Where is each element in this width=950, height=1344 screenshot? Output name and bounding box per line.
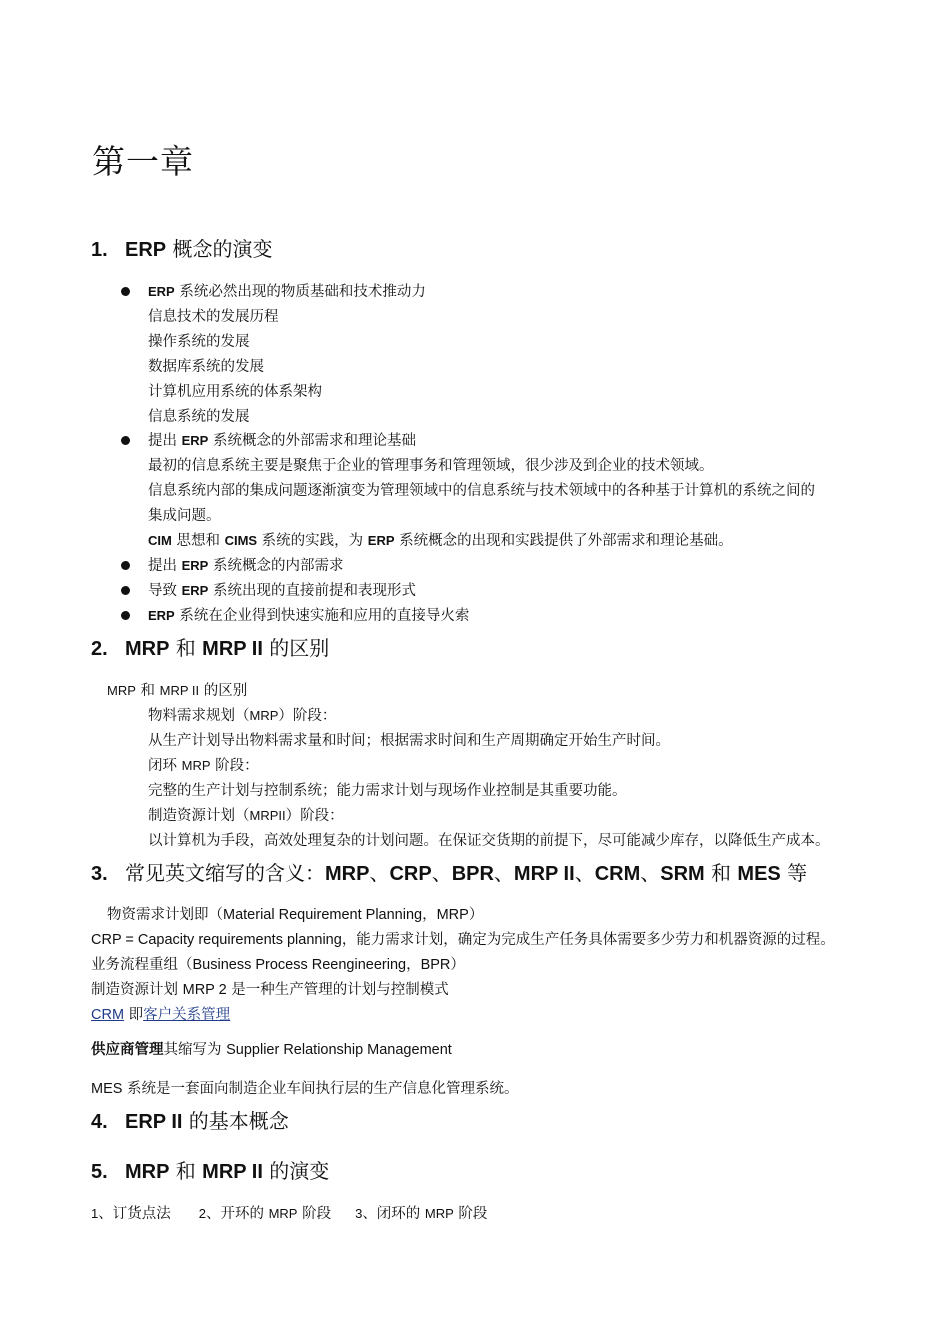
- heading-text: CRP: [389, 863, 432, 885]
- text: 制造资源计划（: [148, 808, 250, 824]
- text: 系统概念的出现和实践提供了外部需求和理论基础。: [394, 533, 733, 549]
- paragraph: [91, 956, 465, 974]
- text: MRP: [249, 708, 279, 723]
- heading-text: MRP II: [202, 638, 263, 660]
- heading-text: 等: [780, 861, 808, 885]
- list-item: [148, 582, 416, 600]
- paragraph: 完整的生产计划与控制系统；能力需求计划与现场作业控制是其重要功能。: [148, 783, 627, 799]
- text: MES: [91, 1081, 123, 1097]
- text: 系统概念的外部需求和理论基础: [208, 433, 416, 449]
- text: 系统出现的直接前提和表现形式: [208, 583, 416, 599]
- text: ）: [468, 907, 484, 923]
- section-2-heading: [91, 632, 329, 661]
- text: ERP: [181, 433, 209, 448]
- text: 系统必然出现的物质基础和技术推动力: [174, 284, 426, 300]
- paragraph: [91, 1006, 230, 1024]
- section-5-heading: [91, 1155, 329, 1184]
- chapter-title: 第一章: [92, 142, 194, 181]
- text: ）阶段：: [285, 808, 344, 824]
- paragraph: [91, 1080, 519, 1098]
- text: 、订货点法: [98, 1206, 171, 1222]
- heading-text: 、: [431, 861, 452, 885]
- text: 阶段: [297, 1206, 332, 1222]
- text: Business Process Reengineering，BPR: [192, 957, 451, 973]
- heading-text: MRP II: [202, 1161, 263, 1183]
- text: 闭环: [148, 758, 182, 774]
- text: 系统的实践，为: [257, 533, 368, 549]
- paragraph: [148, 707, 336, 725]
- text: MRP 2: [182, 982, 227, 998]
- section-1-heading: [91, 233, 272, 262]
- text: Supplier Relationship Management: [226, 1042, 452, 1058]
- section-number: 2.: [91, 638, 108, 660]
- heading-text: 的演变: [262, 1159, 330, 1183]
- paragraph: [91, 981, 449, 999]
- text: CRP = Capacity requirements planning: [91, 932, 342, 948]
- paragraph: 从生产计划导出物料需求量和时间；根据需求时间和生产周期确定开始生产时间。: [148, 733, 670, 749]
- text: 系统概念的内部需求: [208, 558, 344, 574]
- text: 导致: [148, 583, 182, 599]
- heading-text: MRP: [325, 863, 370, 885]
- section-3-heading: [91, 857, 807, 886]
- paragraph: [107, 682, 247, 700]
- text: 其缩写为: [163, 1042, 227, 1058]
- text: 2: [198, 1206, 206, 1221]
- paragraph: [91, 931, 835, 949]
- paragraph: 信息系统内部的集成问题逐渐演变为管理领域中的信息系统与技术领域中的各种基于计算机的系统之间的: [148, 483, 815, 499]
- crm-definition-link[interactable]: 客户关系管理: [143, 1007, 231, 1023]
- text: 系统在企业得到快速实施和应用的直接导火索: [174, 608, 470, 624]
- text: 物料需求规划（: [148, 708, 250, 724]
- section-number: 1.: [91, 239, 108, 261]
- text: 提出: [148, 433, 182, 449]
- text: 提出: [148, 558, 182, 574]
- section-number: 5.: [91, 1161, 108, 1183]
- text: ）: [450, 957, 465, 973]
- text: MRP: [268, 1206, 298, 1221]
- text: Material Requirement Planning，MRP: [223, 907, 469, 923]
- heading-text: 和: [169, 636, 203, 660]
- text: 供应商管理: [91, 1041, 164, 1058]
- paragraph: 集成问题。: [148, 508, 221, 524]
- list-item: [148, 557, 343, 575]
- heading-text: MES: [737, 863, 781, 885]
- list-item: [148, 607, 469, 625]
- heading-text: 、: [574, 861, 595, 885]
- text: ERP: [148, 284, 175, 299]
- text: ）阶段：: [278, 708, 337, 724]
- list-item: [148, 432, 416, 450]
- crm-link[interactable]: CRM: [91, 1007, 125, 1023]
- section-4-heading: [91, 1105, 289, 1134]
- bullet-icon: [121, 561, 130, 570]
- heading-text: 、: [640, 861, 661, 885]
- bullet-icon: [121, 287, 130, 296]
- heading-text: ERP: [125, 239, 167, 261]
- text: 是一种生产管理的计划与控制模式: [226, 982, 449, 998]
- bullet-icon: [121, 611, 130, 620]
- paragraph: [91, 1205, 487, 1223]
- paragraph: [148, 532, 733, 550]
- text: CIMS: [224, 533, 258, 548]
- paragraph: [148, 807, 344, 825]
- heading-text: 常见英文缩写的含义：: [125, 861, 325, 885]
- heading-text: SRM: [660, 863, 705, 885]
- text: ，能力需求计划，确定为完成生产任务具体需要多少劳力和机器资源的过程。: [341, 932, 835, 948]
- text: 的区别: [199, 683, 248, 699]
- heading-text: 的区别: [262, 636, 330, 660]
- text: MRP: [181, 758, 211, 773]
- bullet-icon: [121, 586, 130, 595]
- list-subitem: 信息技术的发展历程: [148, 309, 279, 325]
- heading-text: ERP II: [125, 1111, 183, 1133]
- text: 制造资源计划: [91, 982, 183, 998]
- list-subitem: 计算机应用系统的体系架构: [148, 384, 322, 400]
- text: 即: [124, 1007, 144, 1023]
- heading-text: 概念的演变: [166, 237, 273, 261]
- heading-text: 、: [493, 861, 514, 885]
- heading-text: MRP II: [513, 863, 575, 885]
- bullet-icon: [121, 436, 130, 445]
- text: 、闭环的: [362, 1206, 425, 1222]
- list-subitem: 操作系统的发展: [148, 334, 250, 350]
- text: 思想和: [171, 533, 225, 549]
- text: MRPII: [249, 808, 286, 823]
- text: 1: [91, 1206, 99, 1221]
- text: 、开环的: [205, 1206, 269, 1222]
- text: ERP: [367, 533, 395, 548]
- text: MRP: [424, 1206, 454, 1221]
- text: ERP: [181, 583, 209, 598]
- list-subitem: 数据库系统的发展: [148, 359, 264, 375]
- text: 阶段：: [210, 758, 259, 774]
- text: 业务流程重组（: [91, 957, 193, 973]
- text: MRP II: [159, 683, 200, 698]
- heading-text: BPR: [451, 863, 494, 885]
- text: CIM: [148, 533, 172, 548]
- text: MRP: [107, 683, 136, 698]
- text: 3: [355, 1206, 363, 1221]
- paragraph: [148, 757, 259, 775]
- heading-text: 和: [704, 861, 738, 885]
- text: 阶段: [453, 1206, 488, 1222]
- text: 物资需求计划即（: [107, 907, 223, 923]
- paragraph: 以计算机为手段，高效处理复杂的计划问题。在保证交货期的前提下，尽可能减少库存，以降低生产成本。: [148, 833, 830, 849]
- paragraph: [107, 906, 483, 924]
- list-subitem: 信息系统的发展: [148, 409, 250, 425]
- text: ERP: [181, 558, 209, 573]
- heading-text: 和: [169, 1159, 203, 1183]
- paragraph: [91, 1041, 452, 1059]
- text: 系统是一套面向制造企业车间执行层的生产信息化管理系统。: [122, 1081, 519, 1097]
- list-item: [148, 283, 426, 301]
- text: 和: [135, 683, 160, 699]
- heading-text: 的基本概念: [182, 1109, 289, 1133]
- heading-text: 、: [369, 861, 390, 885]
- paragraph: 最初的信息系统主要是聚焦于企业的管理事务和管理领域，很少涉及到企业的技术领域。: [148, 458, 714, 474]
- section-number: 3.: [91, 863, 108, 885]
- heading-text: CRM: [594, 863, 641, 885]
- heading-text: MRP: [125, 638, 170, 660]
- section-number: 4.: [91, 1111, 108, 1133]
- text: ERP: [148, 608, 175, 623]
- heading-text: MRP: [125, 1161, 170, 1183]
